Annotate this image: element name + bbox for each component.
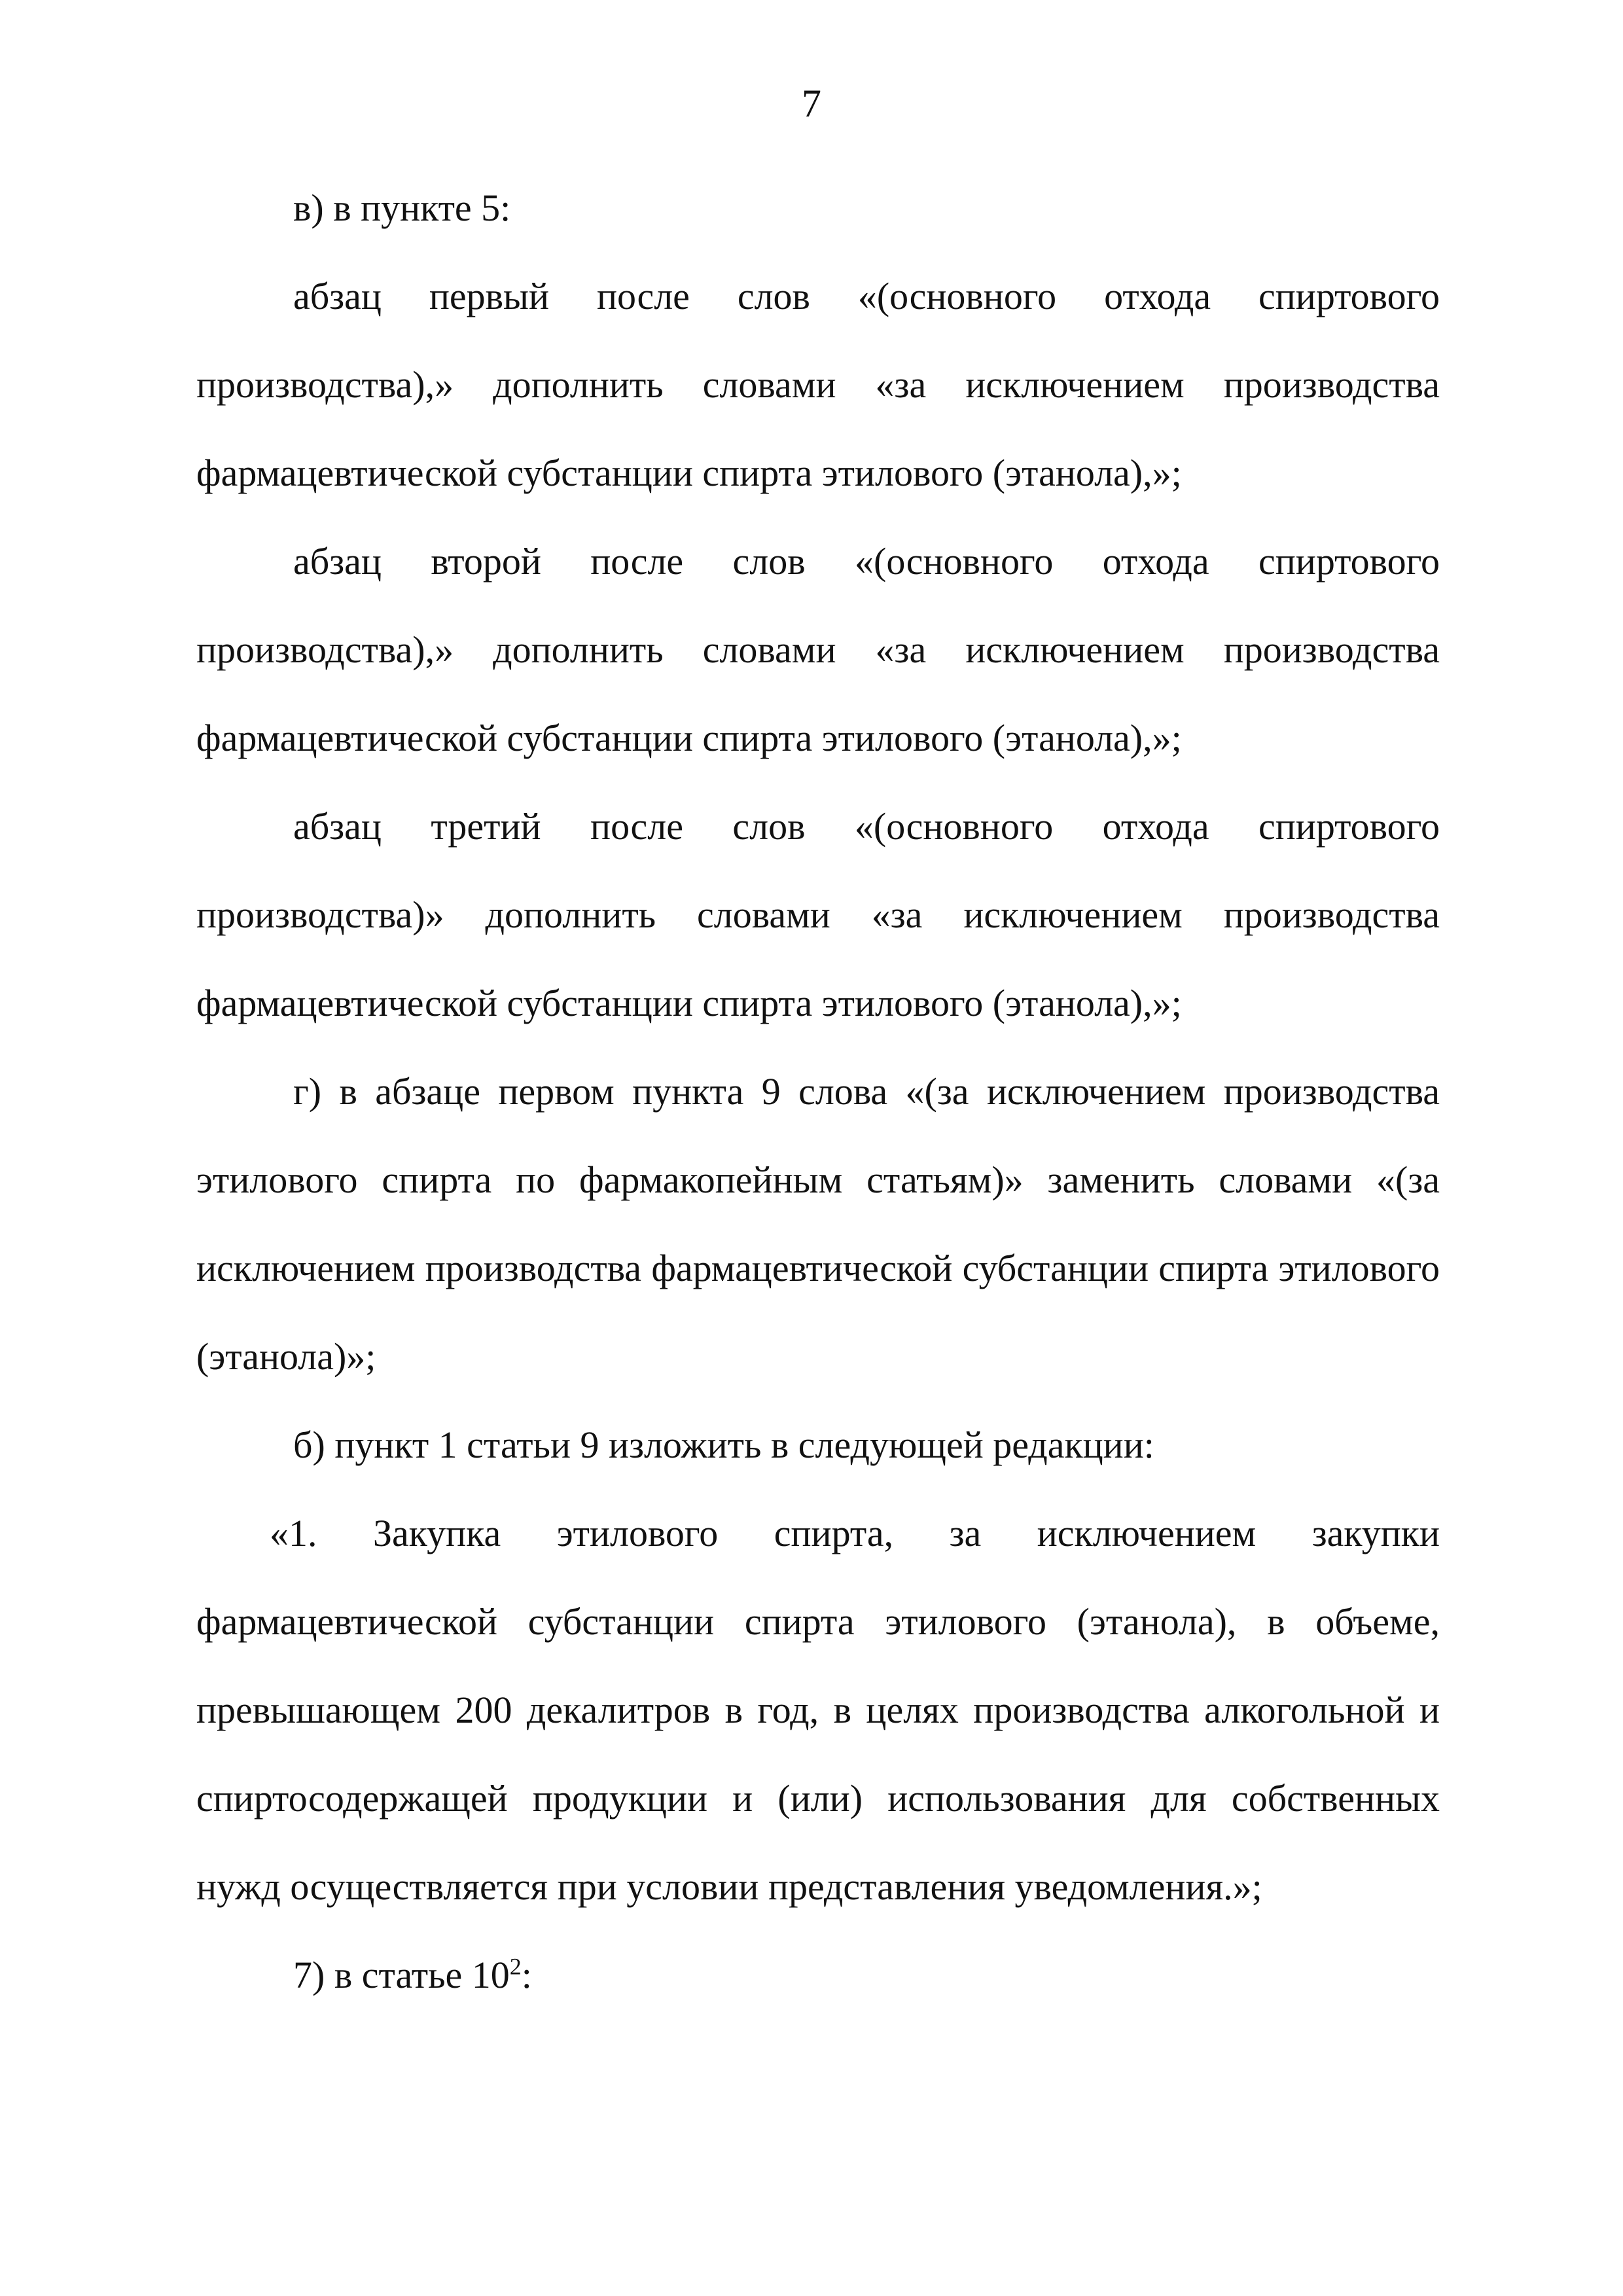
paragraph-abzac-second: абзац второй после слов «(основного отхода спиртового производства),» дополнить словами «за исключением производства фармацевтической субстанции спирта этилового (этанола),»; xyxy=(196,540,1440,759)
paragraph-item-g: г) в абзаце первом пункта 9 слова «(за исключением производства этилового спирта по фармакопейным статьям)» заменить словами «(за исключением производства фармацевтической субстанции спирта этилового (этанола)»; xyxy=(196,1070,1440,1378)
paragraph-abzac-third: абзац третий после слов «(основного отхода спиртового производства)» дополнить словами «за исключением производства фармацевтической субстанции спирта этилового (этанола),»; xyxy=(196,805,1440,1024)
paragraph-item-6: б) пункт 1 статьи 9 изложить в следующей редакции: xyxy=(293,1424,1154,1466)
article-superscript: 2 xyxy=(509,1953,522,1980)
article-reference-text: 7) в статье 10 xyxy=(293,1954,510,1996)
article-colon: : xyxy=(521,1954,532,1996)
paragraph-item-v: в) в пункте 5: xyxy=(293,187,511,229)
paragraph-abzac-first: абзац первый после слов «(основного отхода спиртового производства),» дополнить словами «за исключением производства фармацевтической субстанции спирта этилового (этанола),»; xyxy=(196,275,1440,494)
document-body xyxy=(196,164,1440,2019)
quoted-paragraph-1: «1. Закупка этилового спирта, за исключением закупки фармацевтической субстанции спирта этилового (этанола), в объеме, превышающем 200 декалитров в год, в целях производства алкогольной и спиртосодержащей продукции и (или) использования для собственных нужд осуществляется при условии представления уведомления.»; xyxy=(196,1512,1440,1908)
paragraph-item-7 xyxy=(196,1931,1440,2019)
page-number: 7 xyxy=(802,82,821,125)
